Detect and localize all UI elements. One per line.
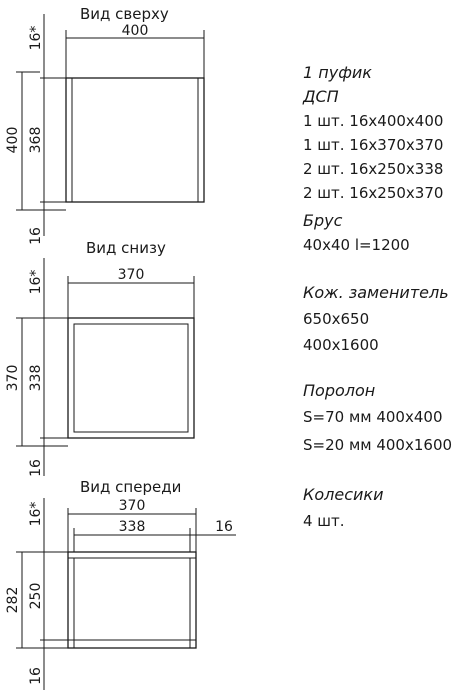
spec-wheels-value: 4 шт.	[303, 512, 345, 530]
bottom-view	[5, 239, 194, 477]
top-dim-top-label: 16*	[28, 25, 44, 51]
top-dim-inner-label: 368	[28, 126, 44, 154]
spec-foam-heading: Поролон	[303, 381, 376, 400]
front-inner-width-label: 338	[118, 519, 146, 535]
bottom-view-panel	[68, 318, 194, 438]
spec-dsp-item-2: 1 шт. 16х370х370	[303, 136, 444, 154]
spec-dsp-item-1: 1 шт. 16х400х400	[303, 112, 444, 130]
spec-dsp-heading: ДСП	[303, 87, 339, 106]
spec-leather-item-2: 400х1600	[303, 336, 379, 354]
bottom-dim-top-label: 16*	[28, 269, 44, 295]
front-dim-inner-label: 250	[28, 582, 44, 610]
bottom-dim-inner-label: 338	[28, 364, 44, 392]
bottom-view-title: Вид снизу	[86, 239, 166, 257]
front-view-panel	[68, 552, 196, 648]
bottom-width-label: 370	[117, 267, 145, 283]
spec-brus-heading: Брус	[303, 211, 343, 230]
top-dim-bottom-label: 16	[28, 227, 44, 245]
spec-dsp-item-3: 2 шт. 16х250х338	[303, 160, 444, 178]
top-view-panel	[66, 78, 204, 202]
front-dim-total-label: 282	[5, 586, 21, 614]
front-total-width-label: 370	[118, 498, 146, 514]
spec-wheels-heading: Колесики	[303, 485, 384, 504]
front-dim-top-label: 16*	[28, 501, 44, 527]
bottom-dim-bottom-label: 16	[28, 459, 44, 477]
spec-foam-item-1: S=70 мм 400х400	[303, 408, 443, 426]
spec-title: 1 пуфик	[303, 63, 372, 82]
front-dim-bottom-label: 16	[28, 667, 44, 685]
front-view-title: Вид спереди	[80, 478, 182, 496]
bottom-dim-total-label: 370	[5, 364, 21, 392]
spec-foam-item-2: S=20 мм 400х1600	[303, 436, 453, 454]
spec-leather-heading: Кож. заменитель	[303, 283, 449, 302]
spec-dsp-item-4: 2 шт. 16х250х370	[303, 184, 444, 202]
specification	[302, 63, 452, 530]
spec-brus-value: 40х40 l=1200	[303, 236, 410, 254]
front-side-label: 16	[215, 519, 233, 535]
front-view	[5, 478, 236, 690]
spec-leather-item-1: 650х650	[303, 310, 370, 328]
top-width-label: 400	[121, 23, 149, 39]
top-dim-total-label: 400	[5, 126, 21, 154]
top-view-title: Вид сверху	[80, 5, 169, 23]
top-view	[5, 5, 204, 245]
